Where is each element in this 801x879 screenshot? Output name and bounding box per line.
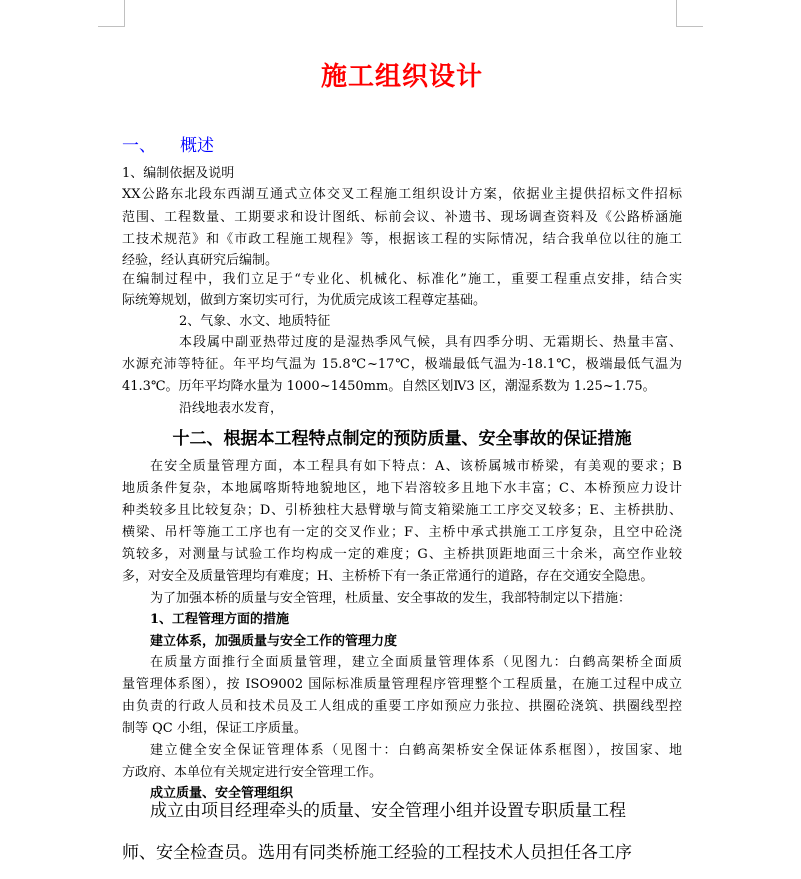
paragraph-line: 由负责的行政人员和技术员及工人组成的重要工序如预应力张拉、拱圈砼浇筑、拱圈线型控 — [122, 699, 682, 714]
paragraph-line: 际统筹规划，做到方案切实可行，为优质完成该工程尊定基础。 — [122, 293, 487, 308]
paragraph-line: 制等 QC 小组，保证工序质量。 — [122, 721, 307, 736]
paragraph-line: 在安全质量管理方面，本工程具有如下特点：A、该桥属城市桥梁，有美观的要求；B — [150, 459, 682, 474]
paragraph-line: 本段属中副亚热带过度的是湿热季风气候，具有四季分明、无霜期长、热量丰富、 — [179, 335, 682, 350]
paragraph-line: 种类较多且比较复杂；D、引桥独柱大悬臂墩与简支箱梁施工工序交叉较多；E、主桥拱肋、 — [122, 503, 682, 518]
paragraph-line: XX公路东北段东西湖互通式立体交叉工程施工组织设计方案，依据业主提供招标文件招标 — [122, 187, 682, 202]
paragraph-line: 经验，经认真研究后编制。 — [122, 253, 279, 268]
section-heading-overview — [122, 131, 214, 156]
paragraph-line: 地质条件复杂，本地属喀斯特地貌地区，地下岩溶较多且地下水丰富；C、本桥预应力设计 — [122, 481, 682, 496]
paragraph-line: 工技术规范》和《市政工程施工规程》等，根据该工程的实际情况，结合我单位以往的施工 — [122, 232, 682, 247]
paragraph-line: 筑较多，对测量与试验工作均构成一定的难度；G、主桥拱顶距地面三十余米，高空作业较 — [122, 547, 682, 562]
document-title: 施工组织设计 — [320, 62, 483, 92]
subheading-organization: 成立质量、安全管理组织 — [150, 786, 294, 801]
page-corner-mark-right — [676, 0, 703, 27]
section-heading-safety-measures: 十二、根据本工程特点制定的预防质量、安全事故的保证措施 — [172, 429, 632, 449]
subheading-system: 建立体系，加强质量与安全工作的管理力度 — [150, 634, 398, 649]
paragraph-line: 方政府、本单位有关规定进行安全管理工作。 — [122, 765, 383, 780]
paragraph-line: 横梁、吊杆等施工工序也有一定的交叉作业；F、主桥中承式拱施工工序复杂，且空中砼浇 — [122, 525, 682, 540]
paragraph-line: 建立健全安全保证管理体系（见图十：白鹤高架桥安全保证体系框图），按国家、地 — [150, 743, 682, 758]
section-number: 一、 — [122, 136, 156, 156]
paragraph-line: 在质量方面推行全面质量管理，建立全面质量管理体系（见图九：白鹤高架桥全面质 — [150, 655, 682, 670]
paragraph-line: 41.3℃。历年平均降水量为 1000~1450mm。自然区划Ⅳ3 区，潮湿系数为 1.25~1.75。 — [122, 379, 656, 394]
paragraph-line-large: 成立由项目经理牵头的质量、安全管理小组并设置专职质量工程 — [150, 801, 626, 821]
subheading-climate: 2、气象、水文、地质特征 — [179, 314, 331, 329]
subheading-management: 1、工程管理方面的措施 — [150, 612, 290, 627]
paragraph-line: 范围、工程数量、工期要求和设计图纸、标前会议、补遗书、现场调查资料及《公路桥涵施 — [122, 210, 682, 225]
paragraph-line: 量管理体系图），按 ISO9002 国际标准质量管理程序管理整个工程质量，在施工过程中成立 — [122, 677, 682, 692]
section-title: 概述 — [180, 136, 214, 156]
paragraph-line: 水源充沛等特征。年平均气温为 15.8℃~17℃，极端最低气温为-18.1℃，极端最低气温为 — [122, 357, 682, 372]
subheading-basis: 1、编制依据及说明 — [122, 166, 235, 181]
paragraph-line: 多，对安全及质量管理均有难度；H、主桥桥下有一条正常通行的道路，存在交通安全隐患。 — [122, 569, 654, 584]
paragraph-line: 为了加强本桥的质量与安全管理，杜质量、安全事故的发生，我部特制定以下措施： — [150, 591, 632, 606]
page-corner-mark-left — [98, 0, 125, 27]
paragraph-line: 在编制过程中，我们立足于“专业化、机械化、标准化”施工，重要工程重点安排，结合实 — [122, 272, 682, 287]
paragraph-line: 沿线地表水发育， — [179, 401, 284, 416]
paragraph-line-large: 师、安全检查员。选用有同类桥施工经验的工程技术人员担任各工序 — [122, 843, 632, 863]
